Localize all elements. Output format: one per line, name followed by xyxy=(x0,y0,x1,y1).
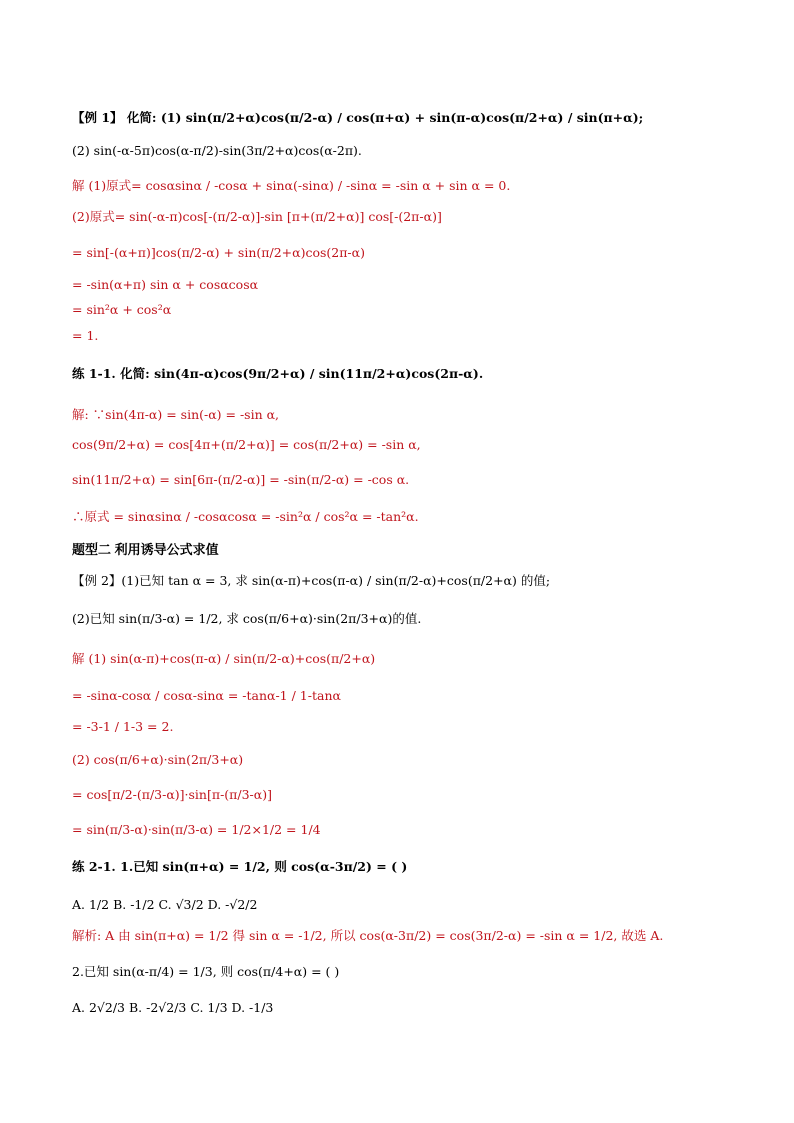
exercise-1-1-solution-step3: sin(11π/2+α) = sin[6π-(π/2-α)] = -sin(π/2-α) = -cos α. xyxy=(72,472,410,487)
exercise-2-1-options-2: A. 2√2/3 B. -2√2/3 C. 1/3 D. -1/3 xyxy=(72,1000,274,1015)
example-1-solution-2-result: = 1. xyxy=(72,328,99,343)
section-title-type-2: 题型二 利用诱导公式求值 xyxy=(72,542,219,557)
example-2-question-part1: 【例 2】(1)已知 tan α = 3, 求 sin(α-π)+cos(π-α) / sin(π/2-α)+cos(π/2+α) 的值; xyxy=(72,573,551,588)
exercise-1-1-solution-step1: 解: ∵sin(4π-α) = sin(-α) = -sin α, xyxy=(72,407,280,422)
example-1-solution-2-step2: = sin[-(α+π)]cos(π/2-α) + sin(π/2+α)cos(2π-α) xyxy=(72,245,365,260)
exercise-1-1-solution-step2: cos(9π/2+α) = cos[4π+(π/2+α)] = cos(π/2+α) = -sin α, xyxy=(72,437,421,452)
exercise-2-1-analysis-1: 解析: A 由 sin(π+α) = 1/2 得 sin α = -1/2, 所以 cos(α-3π/2) = cos(3π/2-α) = -sin α = 1/2, 故选 A. xyxy=(72,928,664,943)
exercise-2-1-options-1: A. 1/2 B. -1/2 C. √3/2 D. -√2/2 xyxy=(72,897,258,912)
example-2-solution-2-step2: = cos[π/2-(π/3-α)]·sin[π-(π/3-α)] xyxy=(72,787,272,802)
exercise-1-1-solution-result: ∴原式 = sinαsinα / -cosαcosα = -sin²α / cos²α = -tan²α. xyxy=(72,509,419,524)
example-2-solution-1-step1: 解 (1) sin(α-π)+cos(π-α) / sin(π/2-α)+cos(π/2+α) xyxy=(72,651,376,666)
example-1-question-part2: (2) sin(-α-5π)cos(α-π/2)-sin(3π/2+α)cos(α-2π). xyxy=(72,143,362,158)
example-1-solution-2-step3: = -sin(α+π) sin α + cosαcosα xyxy=(72,277,259,292)
example-2-solution-1-step2: = -sinα-cosα / cosα-sinα = -tanα-1 / 1-tanα xyxy=(72,688,341,703)
exercise-2-1-question-1: 练 2-1. 1.已知 sin(π+α) = 1/2, 则 cos(α-3π/2) = ( ) xyxy=(72,859,408,874)
example-2-solution-2-step1: (2) cos(π/6+α)·sin(2π/3+α) xyxy=(72,752,244,767)
exercise-2-1-question-2: 2.已知 sin(α-π/4) = 1/3, 则 cos(π/4+α) = ( ) xyxy=(72,964,340,979)
example-1-solution-1: 解 (1)原式= cosαsinα / -cosα + sinα(-sinα) / -sinα = -sin α + sin α = 0. xyxy=(72,178,511,193)
example-1-solution-2-step4: = sin²α + cos²α xyxy=(72,302,172,317)
example-2-question-part2: (2)已知 sin(π/3-α) = 1/2, 求 cos(π/6+α)·sin(2π/3+α)的值. xyxy=(72,611,422,626)
example-1-question-part1: 【例 1】 化简: (1) sin(π/2+α)cos(π/2-α) / cos(π+α) + sin(π-α)cos(π/2+α) / sin(π+α); xyxy=(72,110,644,125)
example-2-solution-2-result: = sin(π/3-α)·sin(π/3-α) = 1/2×1/2 = 1/4 xyxy=(72,822,321,837)
example-1-solution-2-step1: (2)原式= sin(-α-π)cos[-(π/2-α)]-sin [π+(π/2+α)] cos[-(2π-α)] xyxy=(72,209,442,224)
example-2-solution-1-result: = -3-1 / 1-3 = 2. xyxy=(72,719,174,734)
exercise-1-1-question: 练 1-1. 化简: sin(4π-α)cos(9π/2+α) / sin(11π/2+α)cos(2π-α). xyxy=(72,366,484,381)
